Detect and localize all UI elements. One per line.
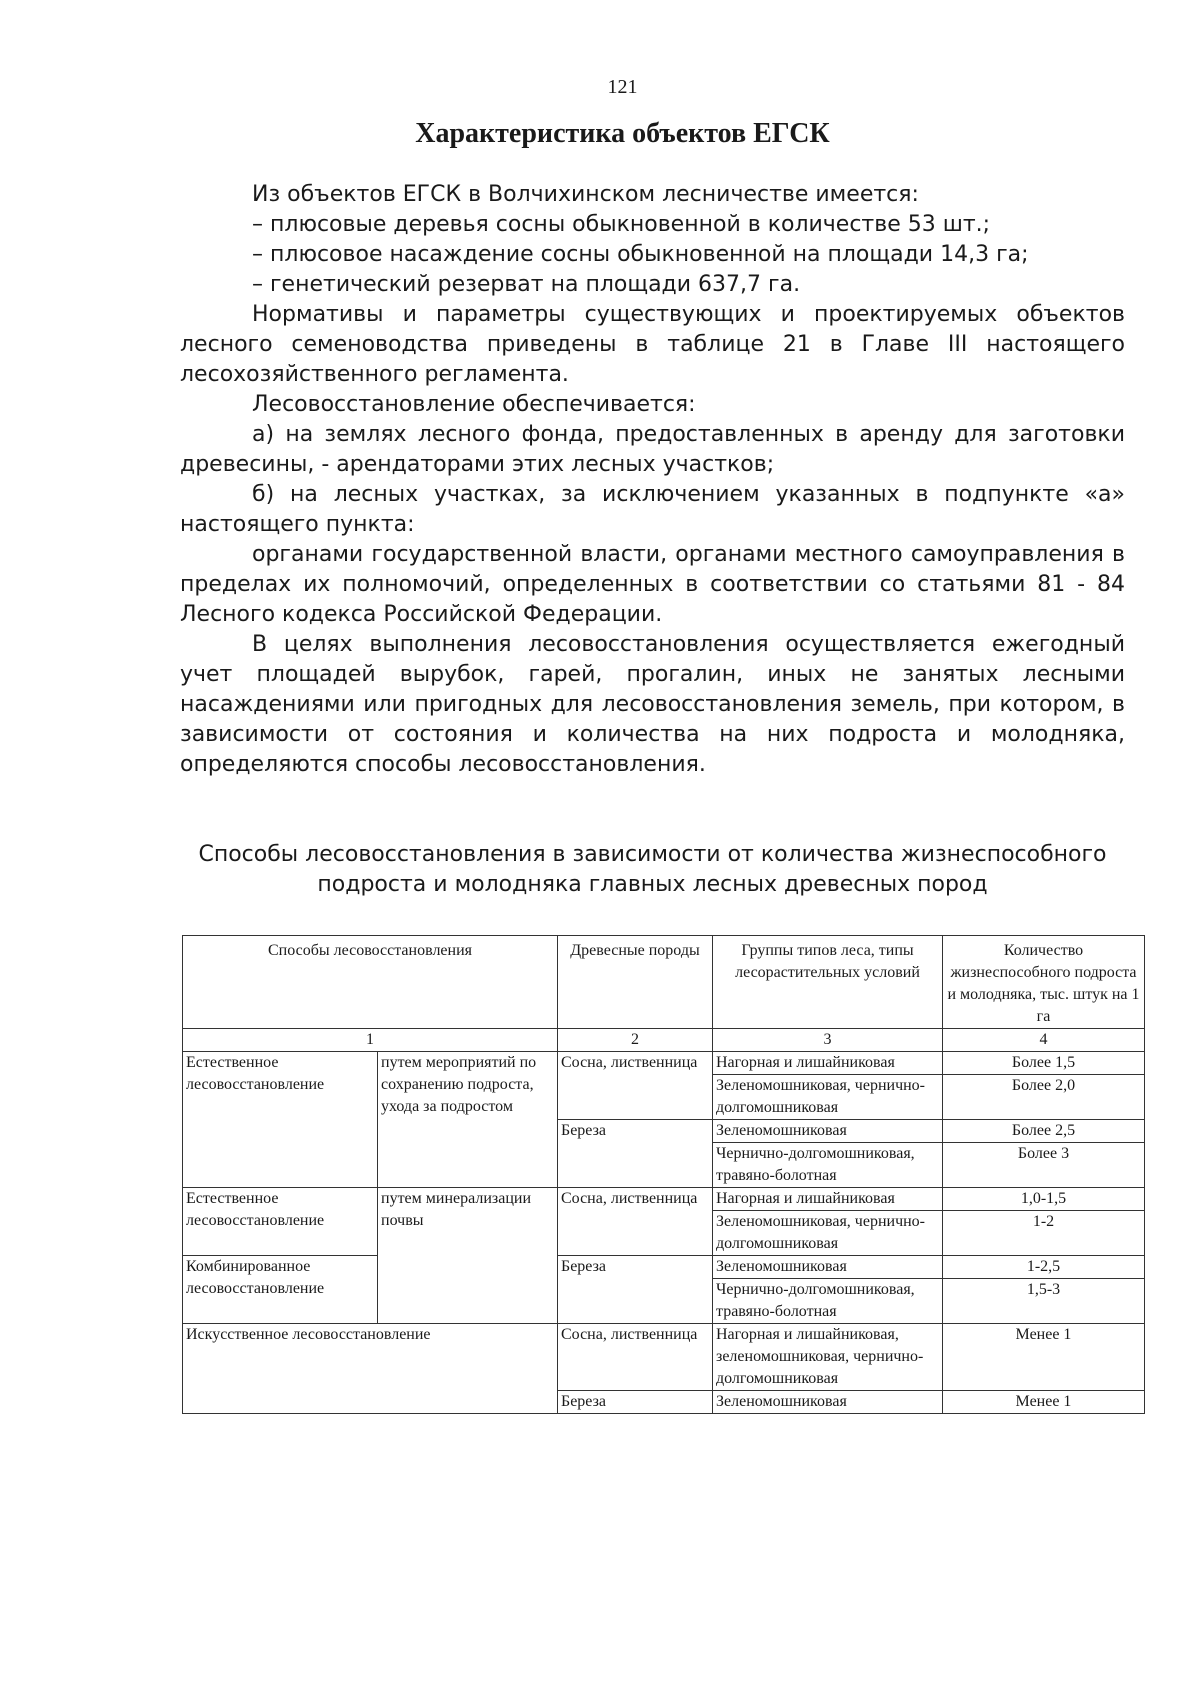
list-item: – плюсовые деревья сосны обыкновенной в количестве 53 шт.; [252, 212, 991, 237]
forest-type: Зеленомошниковая [713, 1391, 943, 1414]
forest-type: Нагорная и лишайниковая [713, 1188, 943, 1211]
paragraph: Лесовосстановление обеспечивается: [252, 392, 696, 417]
quantity: Менее 1 [943, 1391, 1145, 1414]
header-methods: Способы лесовосстановления [183, 936, 558, 1029]
quantity: Более 2,5 [943, 1120, 1145, 1143]
table-row [183, 1324, 1145, 1391]
species: Береза [558, 1391, 713, 1414]
forest-type: Чернично-долгомошниковая, травяно-болотная [713, 1143, 943, 1188]
forest-type: Зеленомошниковая [713, 1120, 943, 1143]
page-title: Характеристика объектов ЕГСК [415, 118, 830, 149]
header-species: Древесные породы [558, 936, 713, 1029]
list-item: – генетический резерват на площади 637,7 га. [252, 272, 801, 297]
paragraph: Из объектов ЕГСК в Волчихинском лесничестве имеется: [252, 182, 919, 207]
forest-type: Зеленомошниковая, чернично-долгомошниковая [713, 1075, 943, 1120]
species: Береза [558, 1256, 713, 1324]
quantity: Более 2,0 [943, 1075, 1145, 1120]
paragraph: органами государственной власти, органами местного самоуправления в пределах их полномочий, определенных в соответствии со статьями 81 - 84 Лесного кодекса Российской Федерации. [180, 542, 1125, 627]
method-type: Искусственное лесовосстановление [183, 1324, 558, 1414]
species: Сосна, лиственница [558, 1052, 713, 1120]
species: Сосна, лиственница [558, 1188, 713, 1256]
paragraph: В целях выполнения лесовосстановления осуществляется ежегодный учет площадей вырубок, гарей, прогалин, иных не занятых лесными насаждениями или пригодных для лесовосстановления земель, при котором, в зависимости от состояния и количества на них подроста и молодняка, определяются способы лесовосстановления. [180, 632, 1125, 777]
species: Береза [558, 1120, 713, 1188]
forest-type: Чернично-долгомошниковая, травяно-болотная [713, 1279, 943, 1324]
body-text [180, 180, 1125, 780]
column-number: 1 [183, 1029, 558, 1052]
table-column-numbers [183, 1029, 1145, 1052]
table-header-row [183, 936, 1145, 1029]
list-item: – плюсовое насаждение сосны обыкновенной на площади 14,3 га; [252, 242, 1029, 267]
quantity: Более 1,5 [943, 1052, 1145, 1075]
quantity: Более 3 [943, 1143, 1145, 1188]
method-type: Естественное лесовосстановление [183, 1052, 378, 1188]
paragraph: Нормативы и параметры существующих и проектируемых объектов лесного семеноводства приведены в таблице 21 в Главе III настоящего лесохозяйственного регламента. [180, 302, 1125, 387]
table-row [183, 1256, 1145, 1279]
forest-type: Нагорная и лишайниковая, зеленомошниковая, чернично-долгомошниковая [713, 1324, 943, 1391]
species: Сосна, лиственница [558, 1324, 713, 1391]
reforestation-table [182, 935, 1145, 1414]
column-number: 4 [943, 1029, 1145, 1052]
quantity: 1-2 [943, 1211, 1145, 1256]
method-detail: путем мероприятий по сохранению подроста, ухода за подростом [378, 1052, 558, 1188]
paragraph: а) на землях лесного фонда, предоставленных в аренду для заготовки древесины, - арендаторами этих лесных участков; [180, 422, 1125, 477]
method-type: Комбинированное лесовосстановление [183, 1256, 378, 1324]
forest-type: Нагорная и лишайниковая [713, 1052, 943, 1075]
table-row [183, 1052, 1145, 1075]
quantity: 1,0-1,5 [943, 1188, 1145, 1211]
table-row [183, 1188, 1145, 1211]
method-detail: путем минерализации почвы [378, 1188, 558, 1324]
quantity: 1,5-3 [943, 1279, 1145, 1324]
column-number: 2 [558, 1029, 713, 1052]
table-caption: Способы лесовосстановления в зависимости от количества жизнеспособного подроста и молодняка главных лесных древесных пород [198, 842, 1107, 897]
forest-type: Зеленомошниковая, чернично-долгомошниковая [713, 1211, 943, 1256]
column-number: 3 [713, 1029, 943, 1052]
quantity: 1-2,5 [943, 1256, 1145, 1279]
page-number: 121 [607, 76, 638, 98]
quantity: Менее 1 [943, 1324, 1145, 1391]
forest-type: Зеленомошниковая [713, 1256, 943, 1279]
header-quantity: Количество жизнеспособного подроста и молодняка, тыс. штук на 1 га [943, 936, 1145, 1029]
method-type: Естественное лесовосстановление [183, 1188, 378, 1256]
paragraph: б) на лесных участках, за исключением указанных в подпункте «а» настоящего пункта: [180, 482, 1125, 537]
header-forest-types: Группы типов леса, типы лесорастительных условий [713, 936, 943, 1029]
